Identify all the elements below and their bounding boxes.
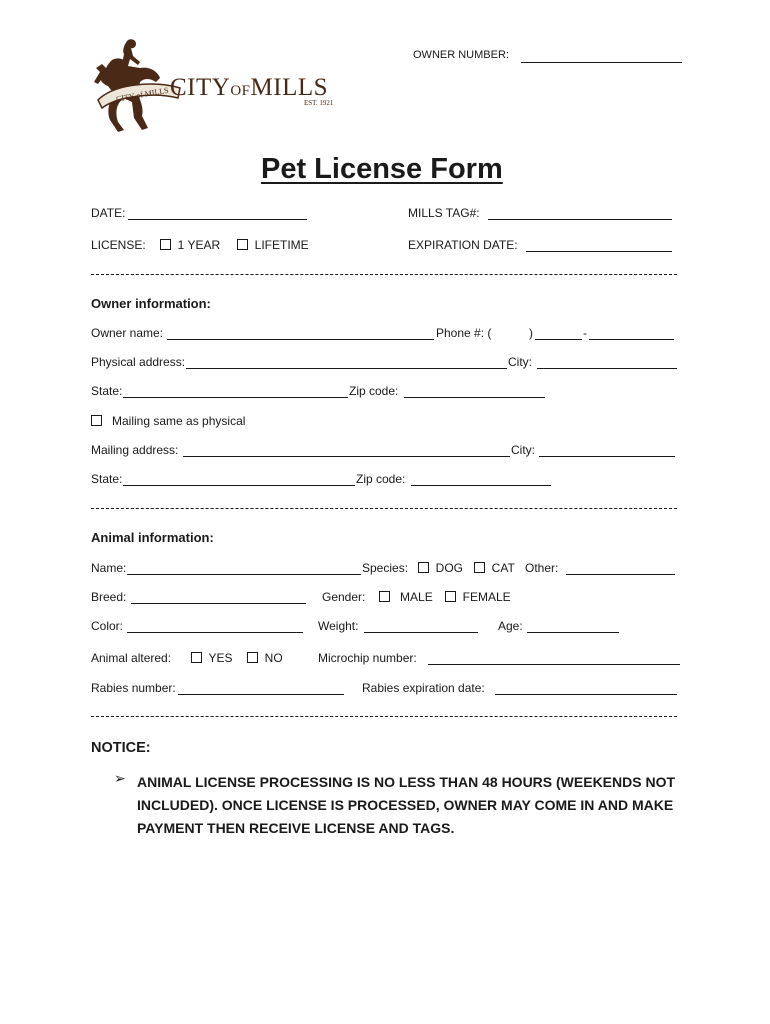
weight-field[interactable] <box>364 632 478 633</box>
license-lifetime-label: LIFETIME <box>254 238 309 252</box>
mailing-same-checkbox[interactable] <box>91 415 102 426</box>
animal-name-label: Name: <box>91 561 127 575</box>
gender-male-label: MALE <box>400 590 433 604</box>
date-label: DATE: <box>91 206 126 220</box>
altered-yes-option[interactable] <box>191 651 232 665</box>
physical-address-field[interactable] <box>186 368 507 369</box>
license-lifetime-checkbox[interactable] <box>237 239 248 250</box>
license-lifetime-option[interactable] <box>237 238 309 252</box>
mailing-city-field[interactable] <box>539 456 675 457</box>
owner-name-field[interactable] <box>167 339 434 340</box>
animal-section-heading: Animal information: <box>91 530 214 545</box>
page-title: Pet License Form <box>261 153 503 185</box>
species-dog-option[interactable] <box>418 561 463 575</box>
mailing-state-field[interactable] <box>123 485 355 486</box>
divider <box>91 508 677 509</box>
mills-tag-field[interactable] <box>488 219 672 220</box>
notice-bullet-icon: ➢ <box>114 771 126 787</box>
animal-name-field[interactable] <box>127 574 361 575</box>
species-cat-option[interactable] <box>474 561 515 575</box>
color-field[interactable] <box>127 632 303 633</box>
gender-female-label: FEMALE <box>462 590 511 604</box>
phone-close-paren: ) <box>529 326 533 340</box>
state-label: State: <box>91 384 123 398</box>
physical-address-label: Physical address: <box>91 355 186 369</box>
logo-of: OF <box>230 83 251 99</box>
mailing-same-label: Mailing same as physical <box>112 414 246 428</box>
license-label: LICENSE: <box>91 238 146 252</box>
age-label: Age: <box>498 619 523 633</box>
mills-tag-label: MILLS TAG#: <box>408 206 480 220</box>
phone-line-field[interactable] <box>589 339 674 340</box>
altered-yes-label: YES <box>208 651 233 665</box>
mailing-address-field[interactable] <box>183 456 510 457</box>
species-cat-label: CAT <box>491 561 515 575</box>
expiration-date-label: EXPIRATION DATE: <box>408 238 518 252</box>
rabies-number-label: Rabies number: <box>91 681 176 695</box>
gender-male-checkbox[interactable] <box>379 591 390 602</box>
phone-dash: - <box>583 326 587 340</box>
microchip-field[interactable] <box>428 664 680 665</box>
license-1-year-option[interactable] <box>160 238 220 252</box>
species-other-field[interactable] <box>566 574 675 575</box>
logo-city: CITY <box>170 74 231 101</box>
species-other-label: Other: <box>525 561 559 575</box>
mailing-zip-code-field[interactable] <box>411 485 551 486</box>
species-dog-checkbox[interactable] <box>418 562 429 573</box>
breed-field[interactable] <box>131 603 306 604</box>
mailing-address-label: Mailing address: <box>91 443 179 457</box>
mailing-state-label: State: <box>91 472 123 486</box>
gender-label: Gender: <box>322 590 366 604</box>
breed-label: Breed: <box>91 590 127 604</box>
owner-number-field[interactable] <box>521 62 682 63</box>
phone-label: Phone #: ( <box>436 326 492 340</box>
animal-altered-label: Animal altered: <box>91 651 172 665</box>
species-dog-label: DOG <box>435 561 464 575</box>
date-field[interactable] <box>128 219 307 220</box>
rabies-expiration-field[interactable] <box>495 694 677 695</box>
gender-male-option[interactable] <box>379 590 433 604</box>
phone-prefix-field[interactable] <box>535 339 582 340</box>
logo-established: EST. 1921 <box>304 99 334 107</box>
owner-section-heading: Owner information: <box>91 296 211 311</box>
altered-no-option[interactable] <box>247 651 283 665</box>
species-label: Species: <box>362 561 409 575</box>
city-logo <box>92 38 352 136</box>
mailing-city-label: City: <box>511 443 535 457</box>
license-1-year-checkbox[interactable] <box>160 239 171 250</box>
age-field[interactable] <box>527 632 619 633</box>
expiration-date-field[interactable] <box>526 251 672 252</box>
color-label: Color: <box>91 619 124 633</box>
zip-code-label: Zip code: <box>349 384 399 398</box>
banner-text: CITY of MILLS <box>115 85 170 104</box>
divider <box>91 274 677 275</box>
city-label: City: <box>508 355 532 369</box>
owner-name-label: Owner name: <box>91 326 164 340</box>
rabies-number-field[interactable] <box>178 694 344 695</box>
altered-yes-checkbox[interactable] <box>191 652 202 663</box>
notice-heading: NOTICE: <box>91 740 151 756</box>
microchip-label: Microchip number: <box>318 651 417 665</box>
mailing-zip-code-label: Zip code: <box>356 472 406 486</box>
rabies-expiration-label: Rabies expiration date: <box>362 681 485 695</box>
altered-no-label: NO <box>264 651 283 665</box>
divider <box>91 716 677 717</box>
logo-mills: MILLS <box>250 74 329 101</box>
gender-female-checkbox[interactable] <box>445 591 456 602</box>
state-field[interactable] <box>123 397 348 398</box>
zip-code-field[interactable] <box>404 397 545 398</box>
notice-text: ANIMAL LICENSE PROCESSING IS NO LESS THAN 48 HOURS (WEEKENDS NOT INCLUDED). ONCE LICENSE IS PROCESSED, OWNER MAY COME IN AND MAKE PAYMENT THEN RECEIVE LICENSE AND TAGS. <box>137 774 676 836</box>
license-1-year-label: 1 YEAR <box>177 238 221 252</box>
weight-label: Weight: <box>318 619 359 633</box>
mailing-same-option[interactable] <box>91 414 245 428</box>
owner-number-label: OWNER NUMBER: <box>413 49 509 61</box>
city-field[interactable] <box>537 368 677 369</box>
species-cat-checkbox[interactable] <box>474 562 485 573</box>
gender-female-option[interactable] <box>445 590 511 604</box>
altered-no-checkbox[interactable] <box>247 652 258 663</box>
